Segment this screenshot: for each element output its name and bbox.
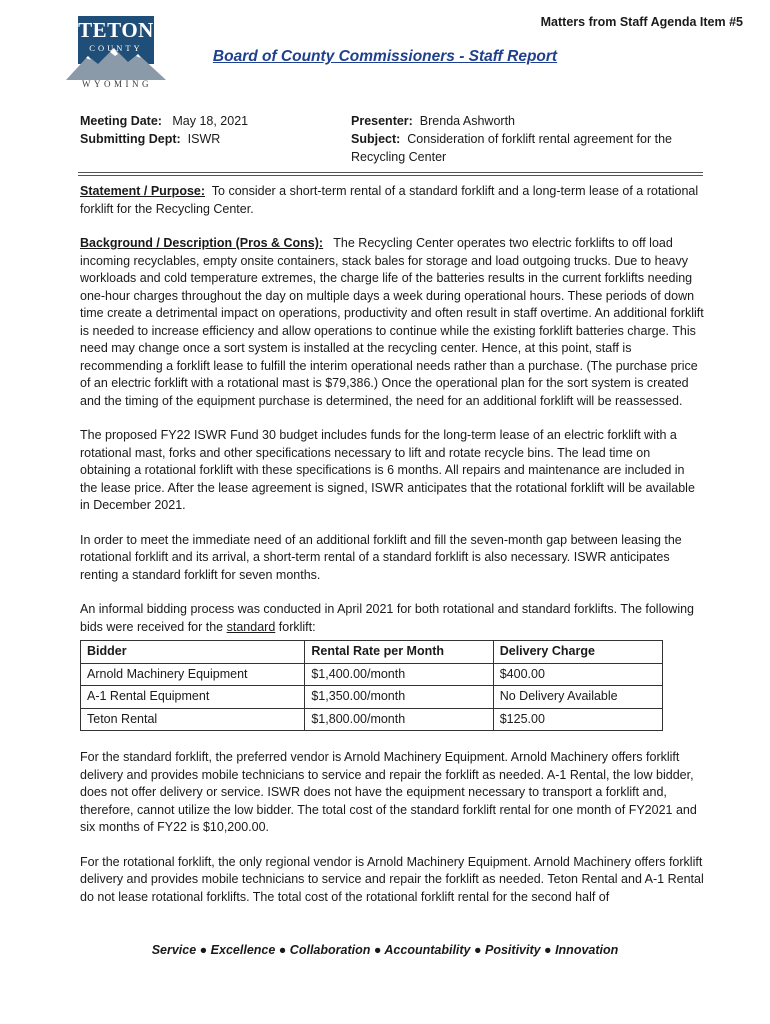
bids-emphasis: standard	[226, 619, 276, 634]
table-cell: Teton Rental	[81, 708, 305, 731]
table-cell: $400.00	[493, 663, 662, 686]
logo-title: TETON	[78, 18, 154, 42]
background-text: The Recycling Center operates two electric forklifts to off load incoming recyclables, empty onsite containers, stack bales for storage and load outgoing trucks. Due to heavy workloads and cold temperature extremes, the charge life of the batteries results in the current forklifts needing one-hour charges throughout the day on multiple days a week during operational hours. These periods of down time create a detrimental impact on operations, productivity and often result in staff overtime. An additional forklift is needed to increase efficiency and allow operations to continue while the existing forklift batteries charge. This need may change once a sort system is installed at the recycling center. Hence, at this point, staff is recommending a forklift lease to fulfill the interim operational needs rather than a purchase. (The purchase price of an electric forklift with a rotational mast is $79,386.) Once the operational plan for the sort system is created and the timing of the equipment purchase is determined, the need for an additional forklift will be reassessed.	[80, 236, 704, 408]
report-title: Board of County Commissioners - Staff Report	[212, 48, 558, 65]
bids-text: An informal bidding process was conducted in April 2021 for both rotational and standard forklifts. The following bids were received for the	[80, 602, 695, 634]
subject-label: Subject:	[351, 132, 401, 146]
header-divider-secondary	[78, 175, 703, 176]
need-paragraph: In order to meet the immediate need of an additional forklift and fill the seven-month gap between leasing the rotational forklift and its arrival, a short-term rental of a standard forklift is also necessary. ISWR anticipates renting a standard forklift for seven months.	[80, 532, 682, 582]
table-cell: Arnold Machinery Equipment	[81, 663, 305, 686]
subject-value: Consideration of forklift rental agreement for the Recycling Center	[351, 132, 672, 164]
bids-paragraph	[80, 601, 704, 636]
logo-state: WYOMING	[82, 79, 152, 89]
meta-right	[351, 112, 701, 166]
table-header-row	[81, 641, 663, 664]
logo-county: COUNTY	[89, 43, 143, 53]
meeting-date-label: Meeting Date:	[80, 114, 162, 128]
table-cell: $1,400.00/month	[305, 663, 493, 686]
table-row	[81, 686, 663, 709]
presenter-row	[351, 112, 701, 130]
submitting-dept-value: ISWR	[187, 132, 221, 146]
bids-tail: forklift:	[278, 619, 316, 634]
presenter-label: Presenter:	[351, 114, 413, 128]
rotational-forklift-paragraph: For the rotational forklift, the only regional vendor is Arnold Machinery Equipment. Arnold Machinery offers forklift delivery and provides mobile technicians to service and repair the forklift as needed. Teton Rental and A-1 Rental do not lease rotational forklifts. The total cost of the rotational forklift rental for the second half of	[80, 854, 704, 904]
table-cell: $1,350.00/month	[305, 686, 493, 709]
statement-paragraph	[80, 183, 704, 218]
bids-table	[80, 640, 663, 731]
statement-text: To consider a short-term rental of a standard forklift and a long-term lease of a rotational forklift for the Recycling Center.	[80, 184, 699, 216]
table-header: Rental Rate per Month	[305, 641, 493, 664]
meeting-date-row	[80, 112, 248, 130]
standard-forklift-paragraph: For the standard forklift, the preferred vendor is Arnold Machinery Equipment. Arnold Machinery offers forklift delivery and provides mobile technicians to service and repair the forklift as needed. A-1 Rental, the low bidder, does not offer delivery or service. ISWR does not have the equipment necessary to transport a forklift and, therefore, cannot utilize the low bidder. The total cost of the standard forklift rental for one month of FY2021 and six months of FY22 is $10,200.00.	[80, 750, 697, 834]
table-cell: $125.00	[493, 708, 662, 731]
budget-paragraph: The proposed FY22 ISWR Fund 30 budget includes funds for the long-term lease of an electric forklift with a rotational mast, forks and other specifications necessary to lift and rotate recycle bins. The lead time on obtaining a rotational forklift with these specifications is 6 months. All repairs and maintenance are included in the lease price. After the lease agreement is signed, ISWR anticipates that the rotational forklift will be available in December 2021.	[80, 428, 695, 512]
table-header: Delivery Charge	[493, 641, 662, 664]
submitting-dept-label: Submitting Dept:	[80, 132, 181, 146]
table-header: Bidder	[81, 641, 305, 664]
header-divider	[78, 172, 703, 173]
values-footer: Service ● Excellence ● Collaboration ● Accountability ● Positivity ● Innovation	[151, 943, 619, 957]
meta-left	[80, 112, 248, 148]
table-cell: A-1 Rental Equipment	[81, 686, 305, 709]
submitting-dept-row	[80, 130, 248, 148]
background-label: Background / Description (Pros & Cons):	[80, 236, 324, 250]
meeting-date-value: May 18, 2021	[172, 114, 249, 128]
background-paragraph	[80, 235, 704, 410]
table-row	[81, 663, 663, 686]
statement-label: Statement / Purpose:	[80, 184, 206, 198]
table-cell: $1,800.00/month	[305, 708, 493, 731]
presenter-value: Brenda Ashworth	[419, 114, 515, 128]
subject-row	[351, 130, 701, 166]
table-cell: No Delivery Available	[493, 686, 662, 709]
table-row	[81, 708, 663, 731]
agenda-item-label: Matters from Staff Agenda Item #5	[540, 15, 743, 29]
report-body	[80, 183, 704, 923]
